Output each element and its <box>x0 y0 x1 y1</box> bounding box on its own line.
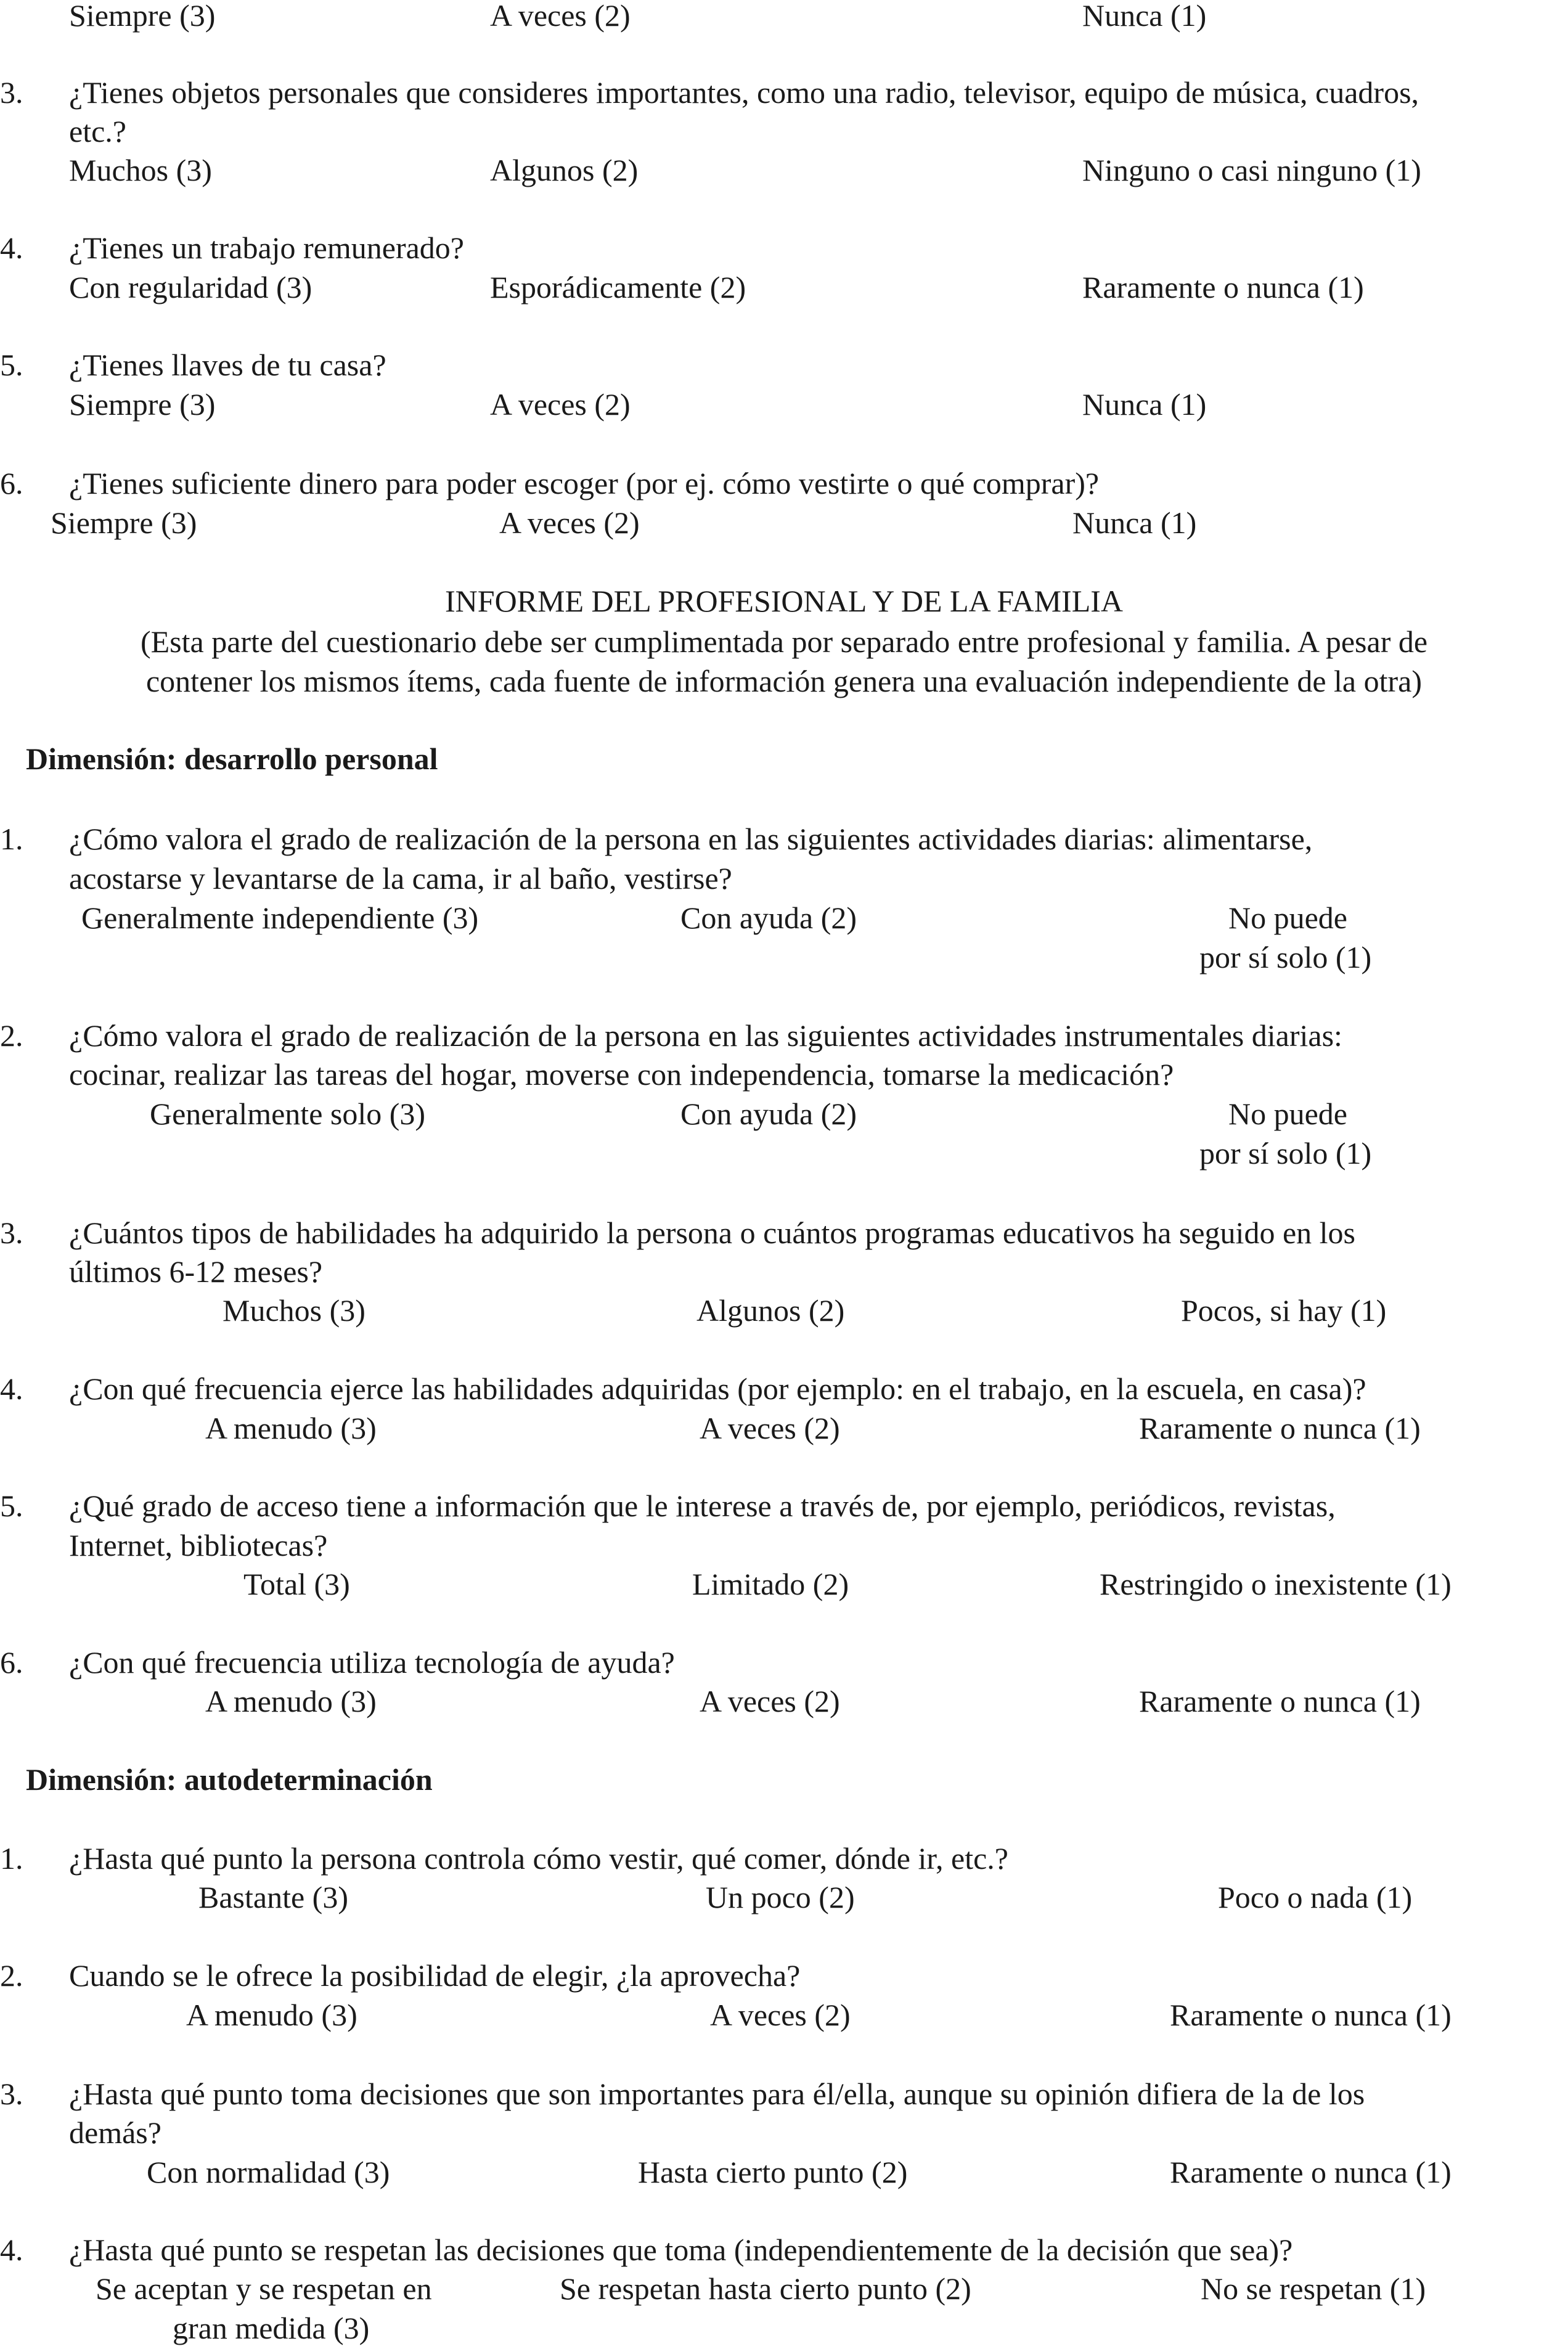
option-3: Bastante (3) <box>198 1880 348 1914</box>
option-1: No se respetan (1) <box>1201 2271 1426 2306</box>
question-number: 4. <box>0 1371 23 1406</box>
option-2: A veces (2) <box>710 1998 851 2032</box>
option-1: Raramente o nunca (1) <box>1139 1684 1421 1718</box>
section-title: INFORME DEL PROFESIONAL Y DE LA FAMILIA <box>445 584 1123 618</box>
option-3: Con normalidad (3) <box>147 2155 390 2189</box>
option-3-cont: gran medida (3) <box>173 2311 370 2345</box>
question-number: 6. <box>0 466 23 500</box>
option-1: Raramente o nunca (1) <box>1170 2155 1452 2189</box>
option-2: A veces (2) <box>490 0 631 33</box>
question-number: 5. <box>0 1489 23 1523</box>
dimension-heading-self-determination: Dimensión: autodeterminación <box>26 1762 433 1797</box>
option-2: Se respetan hasta cierto punto (2) <box>560 2271 971 2306</box>
question-text-cont: acostarse y levantarse de la cama, ir al baño, vestirse? <box>69 861 732 896</box>
option-3: Siempre (3) <box>69 387 216 422</box>
option-2: Con ayuda (2) <box>680 901 857 935</box>
dimension-heading-personal-development: Dimensión: desarrollo personal <box>26 741 438 776</box>
question-text: ¿Tienes llaves de tu casa? <box>69 348 386 382</box>
question-number: 2. <box>0 1958 23 1993</box>
option-3: A menudo (3) <box>205 1684 377 1718</box>
option-2: A veces (2) <box>700 1684 840 1718</box>
question-text-cont: demás? <box>69 2115 161 2150</box>
question-text: Cuando se le ofrece la posibilidad de elegir, ¿la aprovecha? <box>69 1958 801 1993</box>
question-text-cont: últimos 6-12 meses? <box>69 1254 323 1289</box>
option-3: Siempre (3) <box>69 0 216 33</box>
option-3: Con regularidad (3) <box>69 270 312 304</box>
option-3: Total (3) <box>243 1567 350 1601</box>
option-3: Muchos (3) <box>69 153 212 187</box>
option-1-cont: por sí solo (1) <box>1199 940 1372 974</box>
option-1: Nunca (1) <box>1072 505 1197 540</box>
question-number: 4. <box>0 2233 23 2267</box>
question-number: 1. <box>0 822 23 856</box>
question-number: 5. <box>0 348 23 382</box>
question-number: 3. <box>0 75 23 110</box>
option-1: No puede <box>1228 1097 1347 1131</box>
option-1: No puede <box>1228 901 1347 935</box>
question-number: 2. <box>0 1018 23 1053</box>
option-1: Pocos, si hay (1) <box>1181 1293 1387 1328</box>
question-text-cont: cocinar, realizar las tareas del hogar, moverse con independencia, tomarse la medicación? <box>69 1057 1174 1092</box>
option-2: Un poco (2) <box>706 1880 855 1914</box>
option-1: Raramente o nunca (1) <box>1139 1411 1421 1445</box>
question-text: ¿Hasta qué punto se respetan las decisiones que toma (independientemente de la decisión que sea)? <box>69 2233 1293 2267</box>
option-3: A menudo (3) <box>186 1998 357 2032</box>
question-number: 1. <box>0 1841 23 1876</box>
option-3: Muchos (3) <box>223 1293 365 1328</box>
option-1: Restringido o inexistente (1) <box>1100 1567 1452 1601</box>
question-text: ¿Hasta qué punto la persona controla cómo vestir, qué comer, dónde ir, etc.? <box>69 1841 1008 1876</box>
option-1: Ninguno o casi ninguno (1) <box>1082 153 1421 187</box>
option-1: Nunca (1) <box>1082 387 1207 422</box>
question-number: 4. <box>0 231 23 265</box>
option-3: Generalmente solo (3) <box>150 1097 426 1131</box>
option-2: Esporádicamente (2) <box>490 270 746 304</box>
question-number: 3. <box>0 1215 23 1250</box>
question-text: ¿Tienes objetos personales que consideres importantes, como una radio, televisor, equipo de música, cuadros, <box>69 75 1419 110</box>
question-text: ¿Tienes suficiente dinero para poder escoger (por ej. cómo vestirte o qué comprar)? <box>69 466 1100 500</box>
question-text: ¿Cómo valora el grado de realización de la persona en las siguientes actividades diarias: alimentarse, <box>69 822 1313 856</box>
option-2: Limitado (2) <box>692 1567 849 1601</box>
option-3: A menudo (3) <box>205 1411 377 1445</box>
option-1-cont: por sí solo (1) <box>1199 1136 1372 1170</box>
question-text: ¿Hasta qué punto toma decisiones que son importantes para él/ella, aunque su opinión difiera de la de los <box>69 2077 1365 2111</box>
question-text: ¿Cómo valora el grado de realización de la persona en las siguientes actividades instrumentales diarias: <box>69 1018 1342 1053</box>
option-3: Se aceptan y se respetan en <box>96 2271 432 2306</box>
option-1: Poco o nada (1) <box>1218 1880 1413 1914</box>
question-text-cont: Internet, bibliotecas? <box>69 1528 328 1563</box>
option-2: Hasta cierto punto (2) <box>638 2155 908 2189</box>
question-text: ¿Con qué frecuencia utiliza tecnología de ayuda? <box>69 1645 675 1680</box>
question-number: 6. <box>0 1645 23 1680</box>
question-text-cont: etc.? <box>69 114 126 149</box>
option-2: Algunos (2) <box>696 1293 845 1328</box>
option-2: A veces (2) <box>499 505 640 540</box>
option-1: Raramente o nunca (1) <box>1170 1998 1452 2032</box>
option-1: Raramente o nunca (1) <box>1082 270 1364 304</box>
question-text: ¿Con qué frecuencia ejerce las habilidades adquiridas (por ejemplo: en el trabajo, en la escuela, en casa)? <box>69 1371 1366 1406</box>
option-2: A veces (2) <box>700 1411 840 1445</box>
option-2: A veces (2) <box>490 387 631 422</box>
option-3: Generalmente independiente (3) <box>81 901 479 935</box>
question-text: ¿Cuántos tipos de habilidades ha adquirido la persona o cuántos programas educativos ha seguido en los <box>69 1215 1355 1250</box>
section-note-cont: contener los mismos ítems, cada fuente de información genera una evaluación independiente de la otra) <box>145 664 1423 698</box>
option-2: Algunos (2) <box>490 153 639 187</box>
question-text: ¿Tienes un trabajo remunerado? <box>69 231 464 265</box>
section-note: (Esta parte del cuestionario debe ser cumplimentada por separado entre profesional y familia. A pesar de <box>140 624 1428 659</box>
question-number: 3. <box>0 2077 23 2111</box>
question-text: ¿Qué grado de acceso tiene a información que le interese a través de, por ejemplo, periódicos, revistas, <box>69 1489 1336 1523</box>
option-1: Nunca (1) <box>1082 0 1207 33</box>
option-3: Siempre (3) <box>51 505 197 540</box>
option-2: Con ayuda (2) <box>680 1097 857 1131</box>
